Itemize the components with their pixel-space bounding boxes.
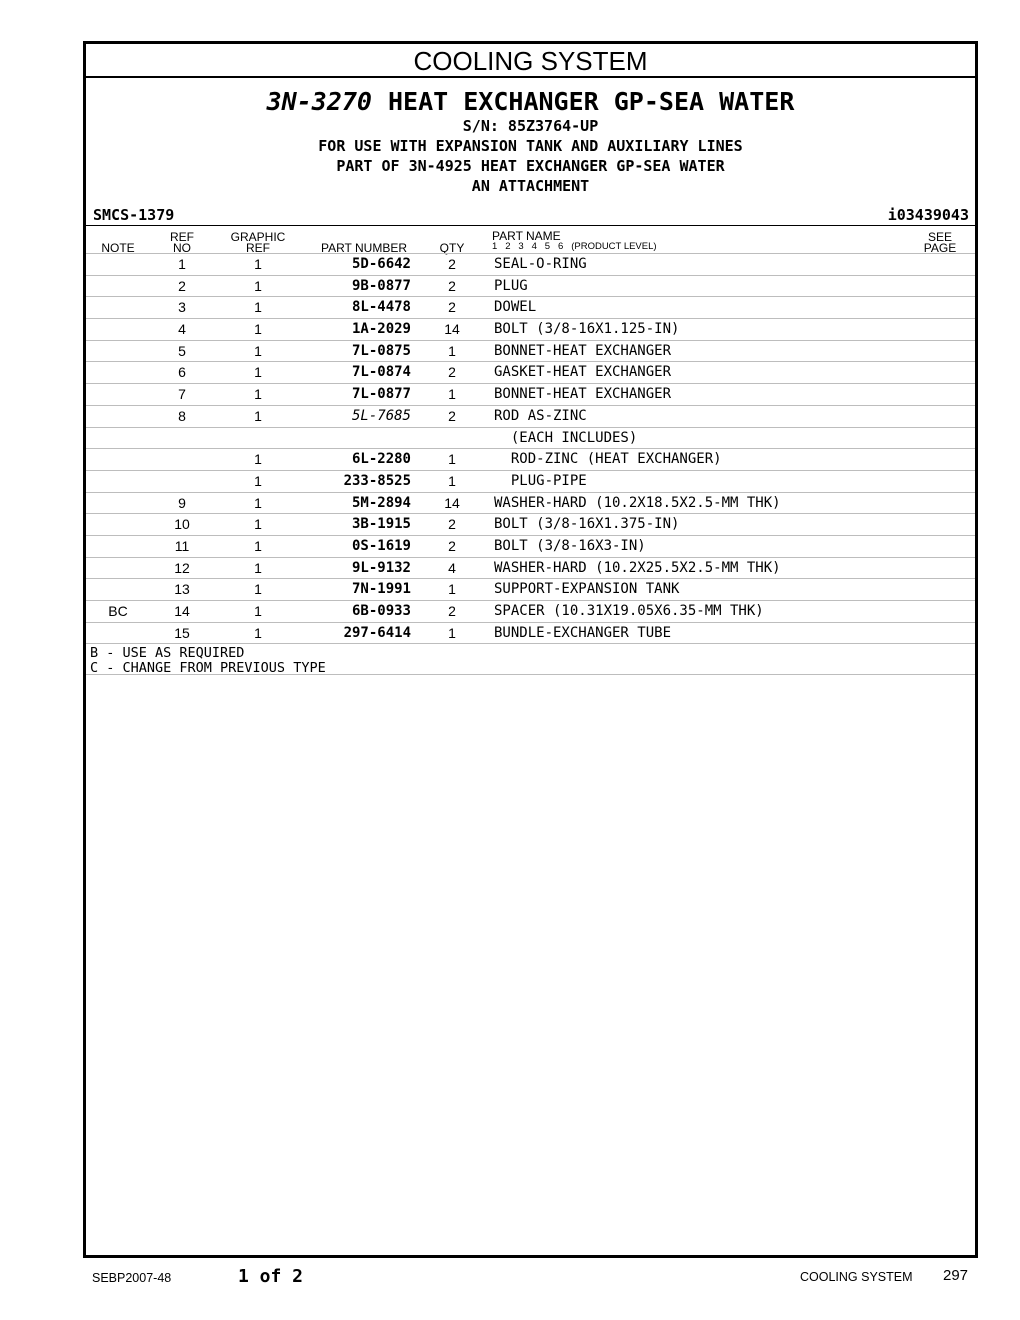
row-part-number: 7N-1991: [351, 581, 411, 598]
note-c: C - CHANGE FROM PREVIOUS TYPE: [90, 660, 326, 676]
row-ref-no: 1: [178, 256, 186, 272]
row-qty: 14: [444, 494, 460, 511]
row-part-number: 8L-4478: [351, 299, 411, 316]
parts-page-frame: [83, 41, 978, 1258]
serial-range: S/N: 85Z3764-UP: [462, 117, 599, 135]
col-ref-bottom: NO: [173, 241, 191, 255]
row-graphic-ref: 1: [254, 342, 262, 359]
table-row: [86, 253, 975, 275]
row-qty: 4: [448, 559, 456, 576]
table-row: [86, 275, 975, 297]
row-graphic-ref: 1: [254, 624, 262, 641]
notes-rule: [86, 674, 975, 675]
row-ref-no: 2: [178, 277, 186, 294]
row-qty: 1: [448, 386, 456, 403]
row-qty: 14: [444, 321, 460, 338]
row-part-name: WASHER-HARD (10.2X18.5X2.5-MM THK): [494, 494, 781, 511]
row-qty: 2: [448, 364, 456, 381]
row-part-name: ROD-ZINC (HEAT EXCHANGER): [494, 451, 722, 468]
row-qty: 2: [448, 277, 456, 294]
row-part-number: 3B-1915: [351, 516, 411, 533]
header-rule: [86, 225, 975, 226]
table-row: [86, 427, 975, 449]
col-part-number: PART NUMBER: [320, 241, 407, 255]
row-part-name: GASKET-HEAT EXCHANGER: [494, 364, 672, 381]
table-row: [86, 448, 975, 470]
row-graphic-ref: 1: [254, 451, 262, 468]
row-part-number: 297-6414: [343, 624, 411, 641]
row-qty: 2: [448, 516, 456, 533]
row-graphic-ref: 1: [254, 407, 262, 424]
row-graphic-ref: 1: [254, 386, 262, 403]
row-ref-no: 4: [178, 321, 186, 338]
row-part-name: PLUG-PIPE: [494, 472, 587, 489]
table-row: [86, 470, 975, 492]
footer-page-of: 1 of 2: [238, 1266, 304, 1287]
row-graphic-ref: 1: [254, 277, 262, 294]
group-heading: [86, 88, 975, 116]
row-part-number: 1A-2029: [351, 321, 411, 338]
smcs-code: SMCS-1379: [93, 206, 175, 224]
row-part-name: BOLT (3/8-16X1.125-IN): [494, 321, 680, 338]
row-qty: 1: [448, 624, 456, 641]
row-graphic-ref: 1: [254, 472, 262, 489]
footer-doc-number: SEBP2007-48: [92, 1271, 172, 1285]
row-part-name: SPACER (10.31X19.05X6.35-MM THK): [494, 603, 764, 619]
row-qty: 2: [448, 407, 456, 424]
row-part-number: 0S-1619: [351, 537, 411, 554]
row-ref-no: 14: [174, 603, 190, 619]
row-qty: 2: [448, 256, 456, 272]
row-qty: 1: [448, 451, 456, 468]
row-qty: 1: [448, 472, 456, 489]
row-part-name: BUNDLE-EXCHANGER TUBE: [494, 624, 672, 641]
table-row: [86, 318, 975, 340]
table-row: [86, 296, 975, 318]
row-ref-no: 9: [178, 494, 186, 511]
row-graphic-ref: 1: [254, 256, 262, 272]
row-part-number: 233-8525: [343, 472, 411, 489]
usage-line-3: AN ATTACHMENT: [471, 177, 590, 195]
row-part-name: SUPPORT-EXPANSION TANK: [494, 581, 680, 598]
section-title: COOLING SYSTEM: [86, 44, 975, 78]
row-graphic-ref: 1: [254, 321, 262, 338]
usage-line-2: PART OF 3N-4925 HEAT EXCHANGER GP-SEA WATER: [336, 157, 725, 175]
row-part-name: PLUG: [494, 277, 528, 294]
row-ref-no: 3: [178, 299, 186, 316]
row-graphic-ref: 1: [254, 299, 262, 316]
table-row: [86, 600, 975, 622]
col-graphic-top: GRAPHIC: [230, 230, 286, 244]
row-part-name: BOLT (3/8-16X3-IN): [494, 537, 646, 554]
row-part-name: DOWEL: [494, 299, 537, 316]
parts-table: [86, 253, 975, 644]
row-graphic-ref: 1: [254, 581, 262, 598]
row-part-name: (EACH INCLUDES): [494, 429, 638, 446]
row-part-name: SEAL-O-RING: [494, 256, 587, 272]
col-ref-top: REF: [170, 230, 194, 244]
row-qty: 2: [448, 603, 456, 619]
illustration-id: i03439043: [887, 206, 969, 224]
row-part-name: WASHER-HARD (10.2X25.5X2.5-MM THK): [494, 559, 781, 576]
row-qty: 1: [448, 342, 456, 359]
row-part-number: 6L-2280: [351, 451, 411, 468]
col-product-level: 1 2 3 4 5 6 (PRODUCT LEVEL): [492, 241, 657, 252]
row-ref-no: 12: [174, 559, 190, 576]
row-graphic-ref: 1: [254, 603, 262, 619]
notes-legend: [90, 646, 326, 676]
group-name: HEAT EXCHANGER GP-SEA WATER: [387, 87, 795, 116]
row-qty: 1: [448, 581, 456, 598]
row-ref-no: 10: [174, 516, 190, 533]
row-graphic-ref: 1: [254, 537, 262, 554]
row-part-name: BONNET-HEAT EXCHANGER: [494, 342, 672, 359]
col-see-bottom: PAGE: [923, 241, 957, 255]
row-part-number: 7L-0877: [351, 386, 411, 403]
footer-page-number: 297: [943, 1267, 969, 1284]
row-ref-no: 15: [174, 624, 190, 641]
row-part-name: ROD AS-ZINC: [494, 407, 587, 424]
row-graphic-ref: 1: [254, 364, 262, 381]
table-row: [86, 492, 975, 514]
note-b: B - USE AS REQUIRED: [90, 645, 245, 661]
row-part-number: 7L-0874: [351, 364, 411, 381]
row-part-number: 9L-9132: [351, 559, 411, 576]
row-ref-no: 5: [178, 342, 186, 359]
row-graphic-ref: 1: [254, 494, 262, 511]
row-part-number: 9B-0877: [351, 277, 411, 294]
row-part-number: 6B-0933: [351, 603, 411, 619]
table-row: [86, 340, 975, 362]
table-row: [86, 622, 975, 645]
table-row: [86, 578, 975, 600]
row-ref-no: 6: [178, 364, 186, 381]
col-part-name: PART NAME: [492, 229, 561, 243]
table-row: [86, 361, 975, 383]
row-part-number: 5L-7685: [351, 407, 411, 424]
row-qty: 2: [448, 537, 456, 554]
row-part-number: 5D-6642: [351, 256, 411, 272]
row-ref-no: 11: [174, 537, 190, 554]
row-graphic-ref: 1: [254, 559, 262, 576]
table-row: [86, 535, 975, 557]
usage-line-1: FOR USE WITH EXPANSION TANK AND AUXILIARY LINES: [318, 137, 743, 155]
row-qty: 2: [448, 299, 456, 316]
table-row: [86, 383, 975, 405]
row-ref-no: 13: [174, 581, 190, 598]
table-row: [86, 513, 975, 535]
table-row: [86, 405, 975, 427]
col-see-top: SEE: [927, 230, 952, 244]
row-part-number: 7L-0875: [351, 342, 411, 359]
footer-section: COOLING SYSTEM: [800, 1270, 913, 1284]
row-ref-no: 8: [178, 407, 186, 424]
col-qty: QTY: [439, 241, 465, 255]
row-part-number: 5M-2894: [351, 494, 411, 511]
row-part-name: BOLT (3/8-16X1.375-IN): [494, 516, 680, 533]
row-graphic-ref: 1: [254, 516, 262, 533]
row-ref-no: 7: [178, 386, 186, 403]
group-number: 3N-3270: [266, 87, 372, 116]
row-note: BC: [108, 603, 128, 619]
col-note: NOTE: [101, 241, 135, 255]
table-row: [86, 557, 975, 579]
row-part-name: BONNET-HEAT EXCHANGER: [494, 386, 672, 403]
col-graphic-bottom: REF: [246, 241, 270, 255]
